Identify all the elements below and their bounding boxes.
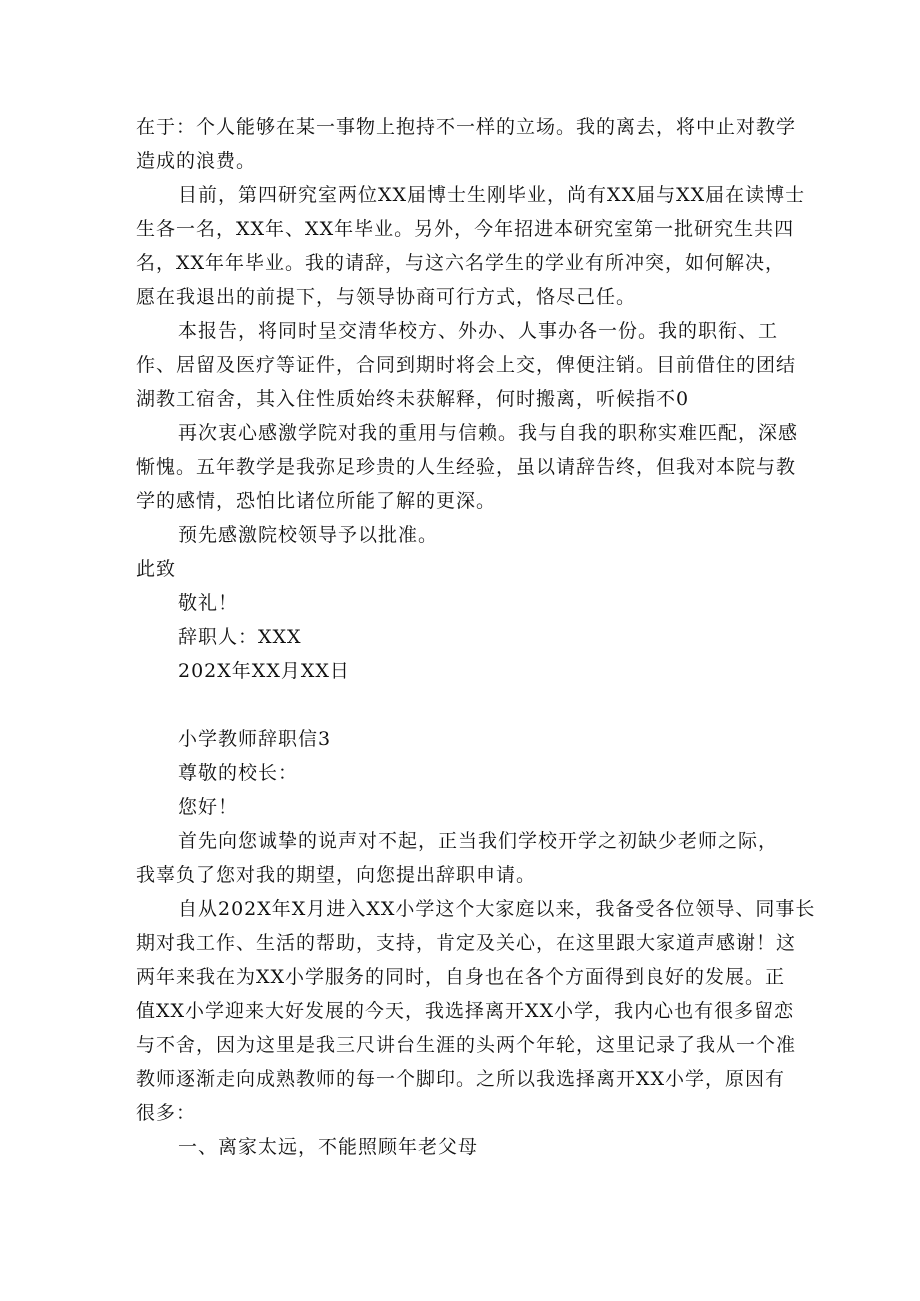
paragraph-line: 再次衷心感激学院对我的重用与信赖。我与自我的职称实难匹配，深感 [178, 422, 799, 444]
text-line: 作、居留及医疗等证件，合同到期时将会上交，俾便注销。目前借住的团结 [136, 354, 797, 376]
text-line: 教师逐渐走向成熟教师的每一个脚印。之所以我选择离开XX小学，原因有 [136, 1068, 786, 1090]
signature-line: 辞职人：XXX [178, 626, 302, 648]
paragraph-line: 首先向您诚挚的说声对不起，正当我们学校开学之初缺少老师之际， [178, 830, 779, 852]
closing-line: 敬礼！ [178, 592, 239, 614]
text-line: 值XX小学迎来大好发展的今天，我选择离开XX小学，我内心也有很多留恋 [136, 1000, 795, 1022]
text-line: 两年来我在为XX小学服务的同时，自身也在各个方面得到良好的发展。正 [136, 966, 786, 988]
text-line: 惭愧。五年教学是我弥足珍贵的人生经验，虽以请辞告终，但我对本院与教 [136, 456, 797, 478]
salutation-line: 此致 [136, 558, 177, 580]
paragraph-line: 预先感激院校领导予以批准。 [178, 524, 439, 546]
paragraph-line: 自从202X年X月进入XX小学这个大家庭以来，我备受各位领导、同事长 [178, 898, 816, 920]
greeting-line: 尊敬的校长： [178, 762, 299, 784]
text-line: 造成的浪费。 [136, 150, 257, 172]
paragraph-line: 目前，第四研究室两位XX届博士生刚毕业，尚有XX届与XX届在读博士 [178, 184, 806, 206]
text-line: 愿在我退出的前提下，与领导协商可行方式，恪尽己任。 [136, 286, 637, 308]
date-line: 202X年XX月XX日 [178, 660, 350, 682]
text-line: 名，XX年年毕业。我的请辞，与这六名学生的学业有所冲突，如何解决， [136, 252, 786, 274]
paragraph-line: 本报告，将同时呈交清华校方、外办、人事办各一份。我的职衔、工 [178, 320, 779, 342]
section-title: 小学教师辞职信3 [178, 728, 332, 750]
greeting-line: 您好！ [178, 796, 239, 818]
text-line: 生各一名，XX年、XX年毕业。另外，今年招进本研究室第一批研究生共四 [136, 218, 795, 240]
text-line: 湖教工宿舍，其入住性质始终未获解释，何时搬离，听候指不0 [136, 388, 690, 410]
text-line: 期对我工作、生活的帮助，支持，肯定及关心，在这里跟大家道声感谢！这 [136, 932, 797, 954]
text-line: 我辜负了您对我的期望，向您提出辞职申请。 [136, 864, 537, 886]
text-line: 学的感情，恐怕比诸位所能了解的更深。 [136, 490, 497, 512]
list-heading: 一、离家太远，不能照顾年老父母 [178, 1136, 479, 1158]
text-line: 在于：个人能够在某一事物上抱持不一样的立场。我的离去，将中止对教学 [136, 116, 797, 138]
text-line: 很多： [136, 1102, 197, 1124]
text-line: 与不舍，因为这里是我三尺讲台生涯的头两个年轮，这里记录了我从一个准 [136, 1034, 797, 1056]
